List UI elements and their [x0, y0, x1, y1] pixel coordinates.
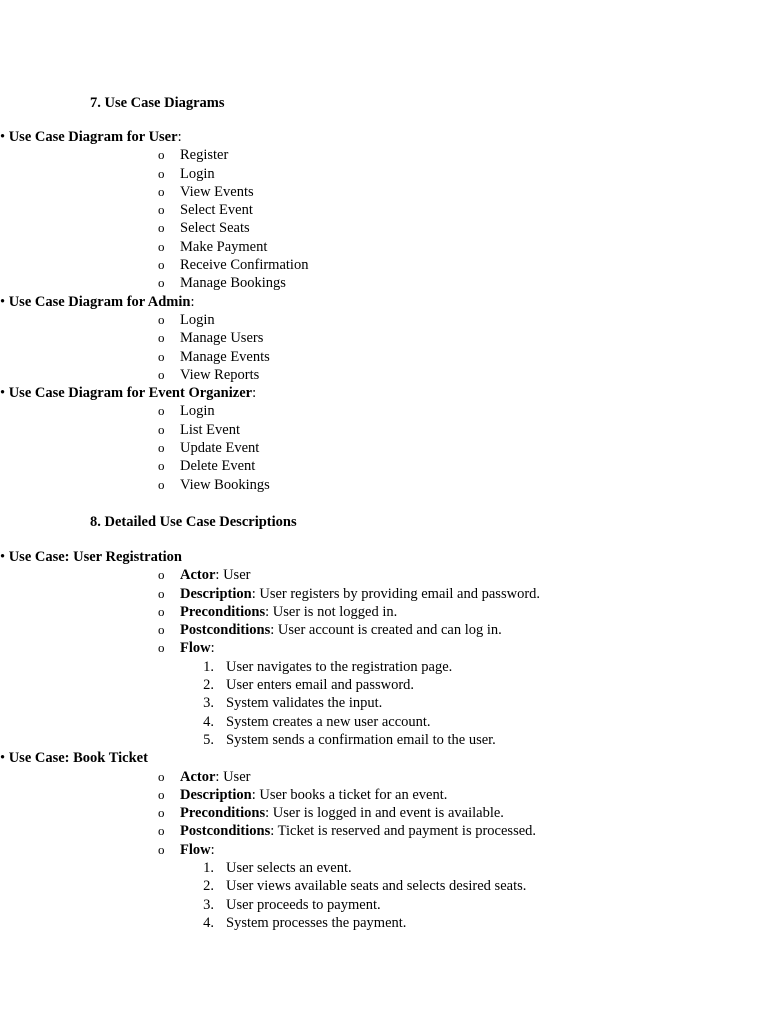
use-case-diagram-item [0, 293, 768, 384]
circle-bullet-icon: o [158, 768, 165, 784]
circle-bullet-icon: o [158, 366, 165, 382]
circle-bullet-icon: o [158, 805, 165, 821]
use-case-title: Use Case: Book Ticket [8, 750, 148, 767]
flow-step: 2. User views available seats and selects desired seats. [203, 878, 527, 895]
bullet-icon: • [0, 293, 6, 310]
circle-bullet-icon: o [158, 421, 165, 437]
circle-bullet-icon: o [158, 823, 165, 839]
circle-bullet-icon: o [158, 238, 165, 254]
circle-bullet-icon: o [158, 202, 165, 218]
circle-bullet-icon: o [158, 786, 165, 802]
list-item: o View Bookings [158, 476, 270, 493]
circle-bullet-icon: o [158, 622, 165, 638]
flow-step: 1. User selects an event. [203, 860, 352, 877]
flow-step: 4. System creates a new user account. [203, 713, 431, 730]
use-case-diagram-item [0, 128, 768, 293]
list-item: o View Events [158, 183, 254, 200]
circle-bullet-icon: o [158, 640, 165, 656]
circle-bullet-icon: o [158, 257, 165, 273]
circle-bullet-icon: o [158, 220, 165, 236]
list-item: o Make Payment [158, 238, 268, 255]
list-item: o View Reports [158, 366, 260, 383]
flow-step: 2. User enters email and password. [203, 677, 415, 694]
circle-bullet-icon: o [158, 147, 165, 163]
list-item: o Select Seats [158, 220, 250, 237]
circle-bullet-icon: o [158, 348, 165, 364]
circle-bullet-icon: o [158, 311, 165, 327]
section-7-list [0, 128, 768, 494]
circle-bullet-icon: o [158, 458, 165, 474]
diagram-label: Use Case Diagram for Admin: [8, 293, 195, 310]
field-item: o Actor: User [158, 567, 251, 584]
section-7-heading: 7. Use Case Diagrams [90, 95, 225, 111]
bullet-icon: • [0, 549, 6, 565]
use-case-item [0, 749, 768, 932]
flow-step: 3. System validates the input. [203, 695, 383, 712]
list-item: o Login [158, 403, 215, 420]
circle-bullet-icon: o [158, 183, 165, 199]
field-item: o Flow: [158, 640, 215, 657]
list-item: o Select Event [158, 202, 253, 219]
field-item: o Postconditions: Ticket is reserved and payment is processed. [158, 823, 537, 840]
list-item: o Delete Event [158, 458, 256, 475]
list-item: o Manage Users [158, 330, 264, 347]
flow-step: 1. User navigates to the registration page. [203, 658, 453, 675]
field-item: o Flow: [158, 841, 215, 858]
list-item: o Login [158, 165, 215, 182]
list-item: o Login [158, 311, 215, 328]
flow-step: 4. System processes the payment. [203, 914, 407, 931]
diagram-label: Use Case Diagram for User: [8, 129, 182, 145]
use-case-diagram-item [0, 384, 768, 494]
list-item: o Update Event [158, 440, 260, 457]
circle-bullet-icon: o [158, 165, 165, 181]
circle-bullet-icon: o [158, 330, 165, 346]
use-case-title: Use Case: User Registration [8, 549, 182, 565]
bullet-icon: • [0, 750, 6, 767]
list-item: o Manage Bookings [158, 275, 286, 292]
bullet-icon: • [0, 129, 6, 145]
list-item: o Receive Confirmation [158, 257, 309, 274]
circle-bullet-icon: o [158, 585, 165, 601]
field-item: o Preconditions: User is not logged in. [158, 603, 398, 620]
circle-bullet-icon: o [158, 567, 165, 583]
list-item: o Manage Events [158, 348, 270, 365]
circle-bullet-icon: o [158, 403, 165, 419]
field-item: o Description: User books a ticket for an event. [158, 786, 448, 803]
use-case-item [0, 548, 768, 749]
field-item: o Description: User registers by providing email and password. [158, 585, 541, 602]
field-item: o Preconditions: User is logged in and event is available. [158, 805, 504, 822]
diagram-label: Use Case Diagram for Event Organizer: [8, 385, 257, 402]
circle-bullet-icon: o [158, 275, 165, 291]
circle-bullet-icon: o [158, 603, 165, 619]
list-item: o Register [158, 147, 229, 164]
circle-bullet-icon: o [158, 476, 165, 492]
section-8-heading: 8. Detailed Use Case Descriptions [90, 514, 297, 530]
field-item: o Postconditions: User account is created and can log in. [158, 622, 502, 639]
bullet-icon: • [0, 385, 6, 402]
circle-bullet-icon: o [158, 440, 165, 456]
section-8-list [0, 548, 768, 932]
flow-step: 3. User proceeds to payment. [203, 896, 381, 913]
list-item: o List Event [158, 421, 241, 438]
field-item: o Actor: User [158, 768, 251, 785]
circle-bullet-icon: o [158, 841, 165, 857]
flow-step: 5. System sends a confirmation email to the user. [203, 731, 496, 748]
